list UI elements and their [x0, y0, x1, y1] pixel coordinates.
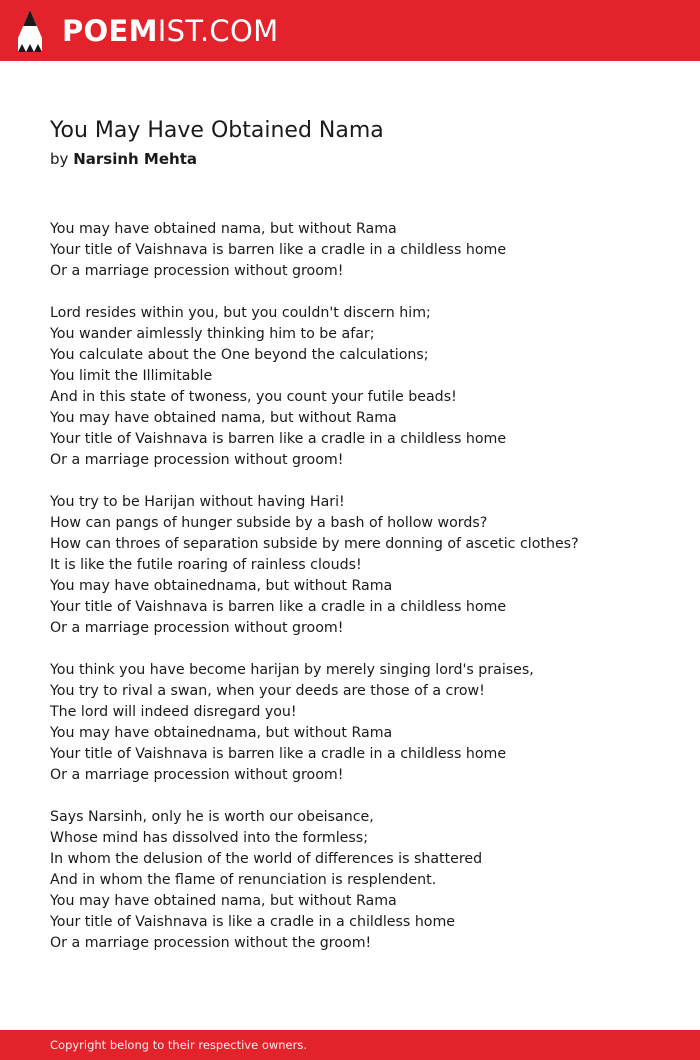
- poem-stanza: [50, 492, 670, 639]
- poem-line: You think you have become harijan by merely singing lord's praises,: [50, 662, 534, 678]
- poem-line: You calculate about the One beyond the calculations;: [50, 347, 429, 363]
- poem-line: You may have obtained nama, but without Rama: [50, 221, 397, 237]
- poem-line: Or a marriage procession without the groom!: [50, 935, 372, 951]
- poem-title: You May Have Obtained Nama: [50, 118, 384, 143]
- poem-line: Or a marriage procession without groom!: [50, 263, 344, 279]
- poem-line: You may have obtainednama, but without Rama: [50, 725, 393, 741]
- poem-line: Whose mind has dissolved into the formless;: [50, 830, 368, 846]
- poem-line: And in this state of twoness, you count your futile beads!: [50, 389, 457, 405]
- poem-line: You may have obtainednama, but without Rama: [50, 578, 393, 594]
- poem-line: Your title of Vaishnava is barren like a cradle in a childless home: [50, 746, 507, 762]
- poem-line: You try to rival a swan, when your deeds are those of a crow!: [50, 683, 485, 699]
- poem-stanza: [50, 660, 670, 786]
- poem-line: The lord will indeed disregard you!: [50, 704, 297, 720]
- poem-line: Your title of Vaishnava is like a cradle in a childless home: [50, 914, 456, 930]
- poem-line: And in whom the flame of renunciation is resplendent.: [50, 872, 437, 888]
- poem-line: Or a marriage procession without groom!: [50, 452, 344, 468]
- poem-author: Narsinh Mehta: [73, 150, 197, 168]
- poem-line: It is like the futile roaring of rainless clouds!: [50, 557, 362, 573]
- poem-line: Your title of Vaishnava is barren like a cradle in a childless home: [50, 242, 507, 258]
- poem-line: Or a marriage procession without groom!: [50, 620, 344, 636]
- poem-line: How can throes of separation subside by mere donning of ascetic clothes?: [50, 536, 579, 552]
- copyright-notice: Copyright belong to their respective owners.: [50, 1038, 308, 1052]
- poem-line: Your title of Vaishnava is barren like a cradle in a childless home: [50, 599, 507, 615]
- poem-byline: [50, 148, 197, 170]
- pencil-tip-icon: [18, 10, 42, 52]
- poem-line: You may have obtained nama, but without Rama: [50, 893, 397, 909]
- poem-line: You wander aimlessly thinking him to be afar;: [50, 326, 375, 342]
- poem-line: Says Narsinh, only he is worth our obeisance,: [50, 809, 374, 825]
- site-header: [0, 0, 700, 61]
- poem-stanza: [50, 807, 670, 954]
- poem-line: Lord resides within you, but you couldn't discern him;: [50, 305, 431, 321]
- poem-body: [50, 219, 670, 975]
- poem-stanza: [50, 219, 670, 282]
- poem-line: You may have obtained nama, but without Rama: [50, 410, 397, 426]
- site-name: [62, 9, 278, 53]
- site-logo[interactable]: [18, 9, 278, 53]
- poem-line: How can pangs of hunger subside by a bash of hollow words?: [50, 515, 488, 531]
- poem-line: You try to be Harijan without having Hari!: [50, 494, 345, 510]
- poem-stanza: [50, 303, 670, 471]
- site-name-bold: POEM: [62, 14, 158, 48]
- poem-line: In whom the delusion of the world of differences is shattered: [50, 851, 483, 867]
- poem-line: Your title of Vaishnava is barren like a cradle in a childless home: [50, 431, 507, 447]
- by-label: by: [50, 150, 69, 168]
- poem-line: You limit the Illimitable: [50, 368, 213, 384]
- poem-line: Or a marriage procession without groom!: [50, 767, 344, 783]
- site-footer: [0, 1030, 700, 1060]
- site-name-light: IST.COM: [157, 14, 279, 48]
